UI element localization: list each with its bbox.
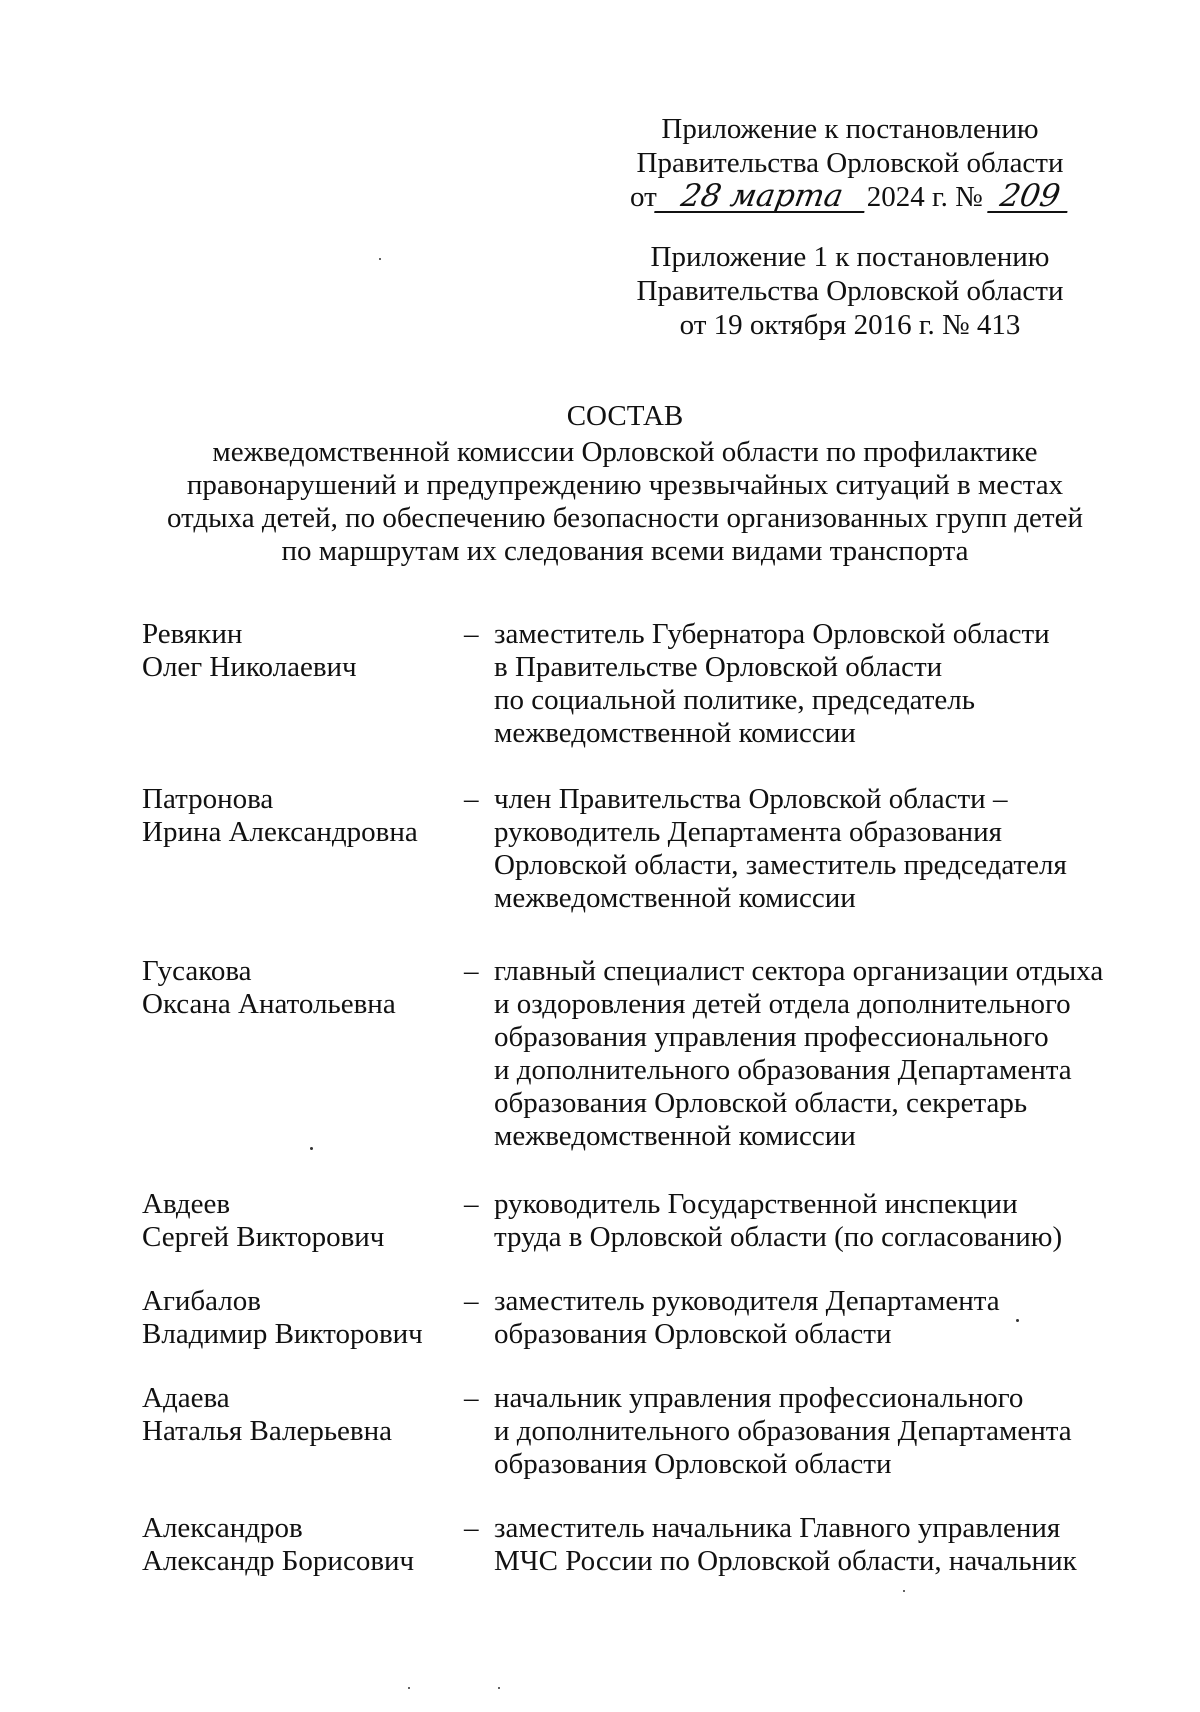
member-surname: Адаева	[142, 1382, 230, 1414]
member-role	[494, 1285, 1114, 1351]
role-line: образования Орловской области	[494, 1448, 892, 1480]
member-entry	[142, 1188, 1122, 1254]
role-line: МЧС России по Орловской области, начальник	[494, 1545, 1077, 1577]
role-line: межведомственной комиссии	[494, 882, 856, 914]
role-line: Орловской области, заместитель председателя	[494, 849, 1067, 881]
scan-speck	[1016, 1319, 1019, 1322]
member-role	[494, 1382, 1114, 1481]
member-name	[142, 955, 464, 1153]
role-line: межведомственной комиссии	[494, 717, 856, 749]
dash-separator: –	[464, 1188, 479, 1220]
approval-original-line1: Приложение 1 к постановлению	[650, 241, 1050, 273]
member-role	[494, 783, 1114, 915]
approval-current-line2: Правительства Орловской области	[636, 147, 1064, 179]
member-entry	[142, 1285, 1122, 1351]
dash-separator: –	[464, 955, 479, 987]
document-title: СОСТАВ	[566, 400, 684, 432]
role-line: заместитель Губернатора Орловской области	[494, 618, 1050, 650]
dash-separator: –	[464, 783, 479, 815]
member-name	[142, 1285, 464, 1351]
member-role	[494, 1188, 1114, 1254]
member-surname: Александров	[142, 1512, 303, 1544]
member-given-name: Оксана Анатольевна	[142, 988, 396, 1020]
member-entry	[142, 1512, 1122, 1578]
member-entry	[142, 783, 1122, 915]
member-surname: Авдеев	[142, 1188, 231, 1220]
role-line: заместитель руководителя Департамента	[494, 1285, 1000, 1317]
role-line: образования управления профессионального	[494, 1021, 1049, 1053]
dash-separator: –	[464, 1382, 479, 1414]
scan-speck	[310, 1147, 313, 1150]
approval-original-line3: от 19 октября 2016 г. № 413	[679, 309, 1021, 341]
role-line: и дополнительного образования Департамента	[494, 1054, 1072, 1086]
dash-separator: –	[464, 1512, 479, 1544]
scan-speck	[379, 258, 381, 260]
member-given-name: Владимир Викторович	[142, 1318, 423, 1350]
dash-separator: –	[464, 1285, 479, 1317]
member-given-name: Ирина Александровна	[142, 816, 418, 848]
handwritten-number: 209	[987, 181, 1073, 213]
role-line: руководитель Департамента образования	[494, 816, 1002, 848]
members-list	[142, 618, 1122, 1578]
subtitle-line: правонарушений и предупреждению чрезвычайных ситуаций в местах	[186, 469, 1064, 501]
role-line: главный специалист сектора организации отдыха	[494, 955, 1104, 987]
scan-speck	[903, 1590, 905, 1592]
approval-current-block	[600, 112, 1100, 214]
member-entry	[142, 1382, 1122, 1481]
member-given-name: Наталья Валерьевна	[142, 1415, 392, 1447]
role-line: в Правительстве Орловской области	[494, 651, 943, 683]
role-line: руководитель Государственной инспекции	[494, 1188, 1018, 1220]
member-given-name: Александр Борисович	[142, 1545, 415, 1577]
member-name	[142, 783, 464, 915]
member-given-name: Олег Николаевич	[142, 651, 357, 683]
scan-speck	[408, 1687, 410, 1689]
approval-original-block	[600, 240, 1100, 342]
member-name	[142, 1382, 464, 1481]
approval-original-line2: Правительства Орловской области	[636, 275, 1064, 307]
member-role	[494, 618, 1114, 750]
member-role	[494, 1512, 1114, 1578]
role-line: заместитель начальника Главного управления	[494, 1512, 1061, 1544]
approval-current-prefix: от	[629, 181, 657, 213]
role-line: начальник управления профессионального	[494, 1382, 1024, 1414]
approval-current-line1: Приложение к постановлению	[661, 113, 1039, 145]
role-line: по социальной политике, председатель	[494, 684, 975, 716]
member-surname: Ревякин	[142, 618, 243, 650]
member-given-name: Сергей Викторович	[142, 1221, 385, 1253]
member-name	[142, 618, 464, 750]
approval-current-line3	[600, 180, 1100, 214]
member-entry	[142, 955, 1122, 1153]
scan-speck	[498, 1687, 500, 1689]
document-heading	[150, 400, 1100, 568]
member-surname: Агибалов	[142, 1285, 261, 1317]
member-surname: Патронова	[142, 783, 274, 815]
subtitle-line: межведомственной комиссии Орловской области по профилактике	[212, 436, 1038, 468]
member-name	[142, 1512, 464, 1578]
member-role	[494, 955, 1114, 1153]
subtitle-line: по маршрутам их следования всеми видами транспорта	[281, 535, 969, 567]
role-line: межведомственной комиссии	[494, 1120, 856, 1152]
subtitle-line: отдыха детей, по обеспечению безопасности организованных групп детей	[166, 502, 1083, 534]
role-line: труда в Орловской области (по согласованию)	[494, 1221, 1063, 1253]
role-line: и оздоровления детей отдела дополнительного	[494, 988, 1071, 1020]
role-line: и дополнительного образования Департамента	[494, 1415, 1072, 1447]
member-name	[142, 1188, 464, 1254]
role-line: образования Орловской области, секретарь	[494, 1087, 1028, 1119]
handwritten-date: 28 марта	[654, 181, 870, 213]
dash-separator: –	[464, 618, 479, 650]
member-surname: Гусакова	[142, 955, 252, 987]
role-line: член Правительства Орловской области –	[494, 783, 1008, 815]
role-line: образования Орловской области	[494, 1318, 892, 1350]
approval-current-year: 2024 г. №	[866, 181, 983, 213]
member-entry	[142, 618, 1122, 750]
